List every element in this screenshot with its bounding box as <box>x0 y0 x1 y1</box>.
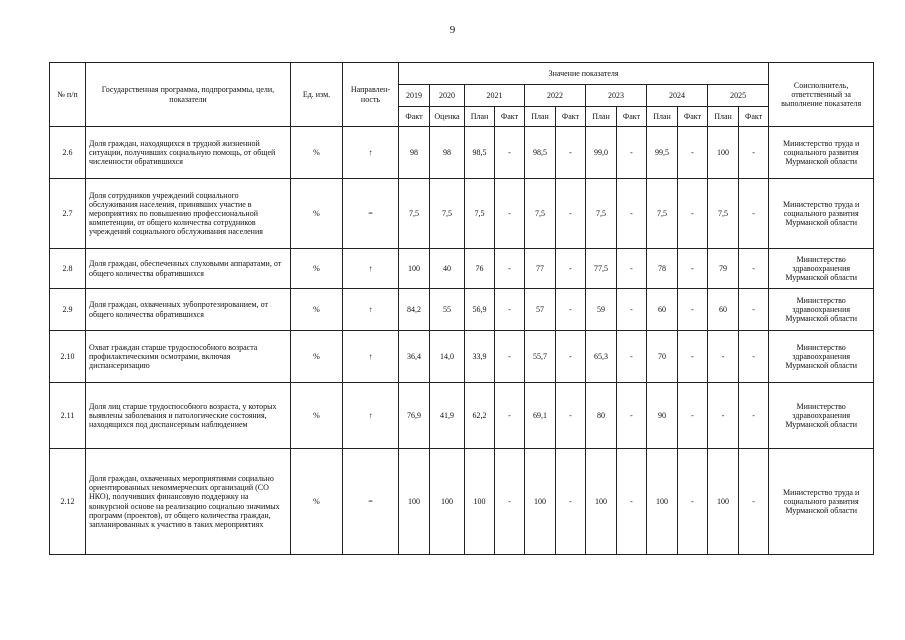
value-cell: 60 <box>647 289 678 331</box>
subheader-cell: План <box>586 107 617 127</box>
value-cell: 98 <box>399 127 430 179</box>
value-cell: - <box>556 249 586 289</box>
value-cell: - <box>739 249 769 289</box>
value-cell: - <box>617 179 647 249</box>
value-cell: - <box>556 383 586 449</box>
table-row <box>50 179 874 249</box>
year-header: 2023 <box>586 85 647 107</box>
subheader-cell: План <box>465 107 495 127</box>
value-cell: 99,5 <box>647 127 678 179</box>
subheader-cell: План <box>708 107 739 127</box>
value-cell: 99,0 <box>586 127 617 179</box>
year-header: 2024 <box>647 85 708 107</box>
coexecutor-cell: Министерство труда и социального развития Мурманской области <box>769 127 874 179</box>
value-cell: - <box>495 289 525 331</box>
value-cell: - <box>739 127 769 179</box>
value-cell: - <box>495 383 525 449</box>
value-cell: 100 <box>430 449 465 555</box>
value-cell: 100 <box>708 449 739 555</box>
value-cell: - <box>678 289 708 331</box>
unit-cell: % <box>291 249 343 289</box>
subheader-cell: Оценка <box>430 107 465 127</box>
subheader-cell: Факт <box>739 107 769 127</box>
value-cell: - <box>739 331 769 383</box>
value-cell: - <box>495 449 525 555</box>
unit-cell: % <box>291 127 343 179</box>
year-header: 2021 <box>465 85 525 107</box>
year-header: 2020 <box>430 85 465 107</box>
subheader-cell: Факт <box>556 107 586 127</box>
row-number: 2.12 <box>50 449 86 555</box>
row-number: 2.7 <box>50 179 86 249</box>
value-cell: 14,0 <box>430 331 465 383</box>
value-cell: - <box>495 127 525 179</box>
value-cell: - <box>678 449 708 555</box>
value-cell: 100 <box>399 249 430 289</box>
value-cell: 90 <box>647 383 678 449</box>
value-cell: 100 <box>525 449 556 555</box>
header-program: Государственная программа, подпрограммы, цели, показатели <box>86 63 291 127</box>
value-cell: - <box>617 249 647 289</box>
table-row <box>50 449 874 555</box>
table-row <box>50 331 874 383</box>
value-cell: - <box>495 179 525 249</box>
table-row <box>50 289 874 331</box>
year-header: 2022 <box>525 85 586 107</box>
indicator-name: Доля сотрудников учреждений социального обслуживания населения, принявших участие в мероприятиях по повышению профессиональной компетенции, от общего количества сотрудников учреждений социального обслуживания населения <box>86 179 291 249</box>
row-number: 2.10 <box>50 331 86 383</box>
value-cell: 76,9 <box>399 383 430 449</box>
value-cell: - <box>739 289 769 331</box>
value-cell: - <box>678 383 708 449</box>
value-cell: 7,5 <box>525 179 556 249</box>
row-number: 2.9 <box>50 289 86 331</box>
header-direction: Направлен-ность <box>343 63 399 127</box>
value-cell: 7,5 <box>586 179 617 249</box>
value-cell: - <box>617 289 647 331</box>
table-row <box>50 249 874 289</box>
year-header: 2019 <box>399 85 430 107</box>
direction-cell: ↑ <box>343 127 399 179</box>
coexecutor-cell: Министерство здравоохранения Мурманской области <box>769 383 874 449</box>
subheader-cell: Факт <box>495 107 525 127</box>
value-cell: 98 <box>430 127 465 179</box>
value-cell: 55,7 <box>525 331 556 383</box>
value-cell: - <box>617 127 647 179</box>
indicator-name: Доля граждан, обеспеченных слуховыми аппаратами, от общего количества обратившихся <box>86 249 291 289</box>
value-cell: 100 <box>399 449 430 555</box>
value-cell: 65,3 <box>586 331 617 383</box>
value-cell: - <box>678 179 708 249</box>
value-cell: 59 <box>586 289 617 331</box>
value-cell: - <box>678 331 708 383</box>
value-cell: 33,9 <box>465 331 495 383</box>
row-number: 2.11 <box>50 383 86 449</box>
value-cell: 7,5 <box>647 179 678 249</box>
indicator-name: Доля граждан, охваченных зубопротезированием, от общего количества обратившихся <box>86 289 291 331</box>
value-cell: 77 <box>525 249 556 289</box>
value-cell: - <box>708 383 739 449</box>
subheader-cell: План <box>647 107 678 127</box>
value-cell: 98,5 <box>465 127 495 179</box>
row-number: 2.6 <box>50 127 86 179</box>
value-cell: - <box>678 249 708 289</box>
direction-cell: ↑ <box>343 383 399 449</box>
value-cell: 77,5 <box>586 249 617 289</box>
header-value: Значение показателя <box>399 63 769 85</box>
unit-cell: % <box>291 289 343 331</box>
value-cell: 40 <box>430 249 465 289</box>
value-cell: 7,5 <box>399 179 430 249</box>
year-header: 2025 <box>708 85 769 107</box>
header-num: № п/п <box>50 63 86 127</box>
indicator-name: Охват граждан старше трудоспособного возраста профилактическими осмотрами, включая диспансеризацию <box>86 331 291 383</box>
subheader-cell: План <box>525 107 556 127</box>
indicator-name: Доля граждан, охваченных мероприятиями социально ориентированных некоммерческих организаций (СО НКО), получивших финансовую поддержку на конкурсной основе на реализацию социально значимых программ (проектов), от общего количества граждан, запланированных к участию в таких мероприятиях <box>86 449 291 555</box>
coexecutor-cell: Министерство здравоохранения Мурманской области <box>769 331 874 383</box>
subheader-cell: Факт <box>399 107 430 127</box>
direction-cell: ↑ <box>343 249 399 289</box>
value-cell: - <box>617 383 647 449</box>
value-cell: 60 <box>708 289 739 331</box>
value-cell: 100 <box>708 127 739 179</box>
value-cell: - <box>739 449 769 555</box>
coexecutor-cell: Министерство труда и социального развития Мурманской области <box>769 179 874 249</box>
table-row <box>50 383 874 449</box>
direction-cell: = <box>343 179 399 249</box>
value-cell: 76 <box>465 249 495 289</box>
value-cell: - <box>739 179 769 249</box>
value-cell: 70 <box>647 331 678 383</box>
direction-cell: ↑ <box>343 289 399 331</box>
value-cell: 100 <box>586 449 617 555</box>
value-cell: - <box>739 383 769 449</box>
direction-cell: = <box>343 449 399 555</box>
value-cell: 7,5 <box>465 179 495 249</box>
value-cell: 100 <box>647 449 678 555</box>
value-cell: 84,2 <box>399 289 430 331</box>
value-cell: 98,5 <box>525 127 556 179</box>
table-row <box>50 127 874 179</box>
row-number: 2.8 <box>50 249 86 289</box>
direction-cell: ↑ <box>343 331 399 383</box>
value-cell: - <box>556 331 586 383</box>
value-cell: 7,5 <box>708 179 739 249</box>
value-cell: - <box>495 249 525 289</box>
value-cell: 57 <box>525 289 556 331</box>
indicator-table <box>49 62 874 555</box>
value-cell: 7,5 <box>430 179 465 249</box>
value-cell: 100 <box>465 449 495 555</box>
coexecutor-cell: Министерство труда и социального развития Мурманской области <box>769 449 874 555</box>
header-unit: Ед. изм. <box>291 63 343 127</box>
indicator-name: Доля лиц старше трудоспособного возраста, у которых выявлены заболевания и патологические состояния, находящихся под диспансерным наблюдением <box>86 383 291 449</box>
value-cell: - <box>556 449 586 555</box>
value-cell: - <box>556 289 586 331</box>
value-cell: 78 <box>647 249 678 289</box>
value-cell: 36,4 <box>399 331 430 383</box>
value-cell: 41,9 <box>430 383 465 449</box>
value-cell: - <box>708 331 739 383</box>
value-cell: - <box>495 331 525 383</box>
page-number: 9 <box>449 24 456 36</box>
value-cell: 80 <box>586 383 617 449</box>
coexecutor-cell: Министерство здравоохранения Мурманской области <box>769 289 874 331</box>
value-cell: 79 <box>708 249 739 289</box>
subheader-cell: Факт <box>617 107 647 127</box>
subheader-cell: Факт <box>678 107 708 127</box>
header-coexecutor: Соисполнитель, ответственный за выполнение показателя <box>769 63 874 127</box>
unit-cell: % <box>291 179 343 249</box>
value-cell: - <box>617 449 647 555</box>
unit-cell: % <box>291 449 343 555</box>
value-cell: - <box>556 127 586 179</box>
value-cell: 69,1 <box>525 383 556 449</box>
coexecutor-cell: Министерство здравоохранения Мурманской области <box>769 249 874 289</box>
value-cell: - <box>678 127 708 179</box>
value-cell: - <box>617 331 647 383</box>
value-cell: - <box>556 179 586 249</box>
indicator-name: Доля граждан, находящихся в трудной жизненной ситуации, получивших социальную помощь, от общей численности обратившихся <box>86 127 291 179</box>
value-cell: 62,2 <box>465 383 495 449</box>
value-cell: 55 <box>430 289 465 331</box>
unit-cell: % <box>291 331 343 383</box>
unit-cell: % <box>291 383 343 449</box>
value-cell: 56,9 <box>465 289 495 331</box>
